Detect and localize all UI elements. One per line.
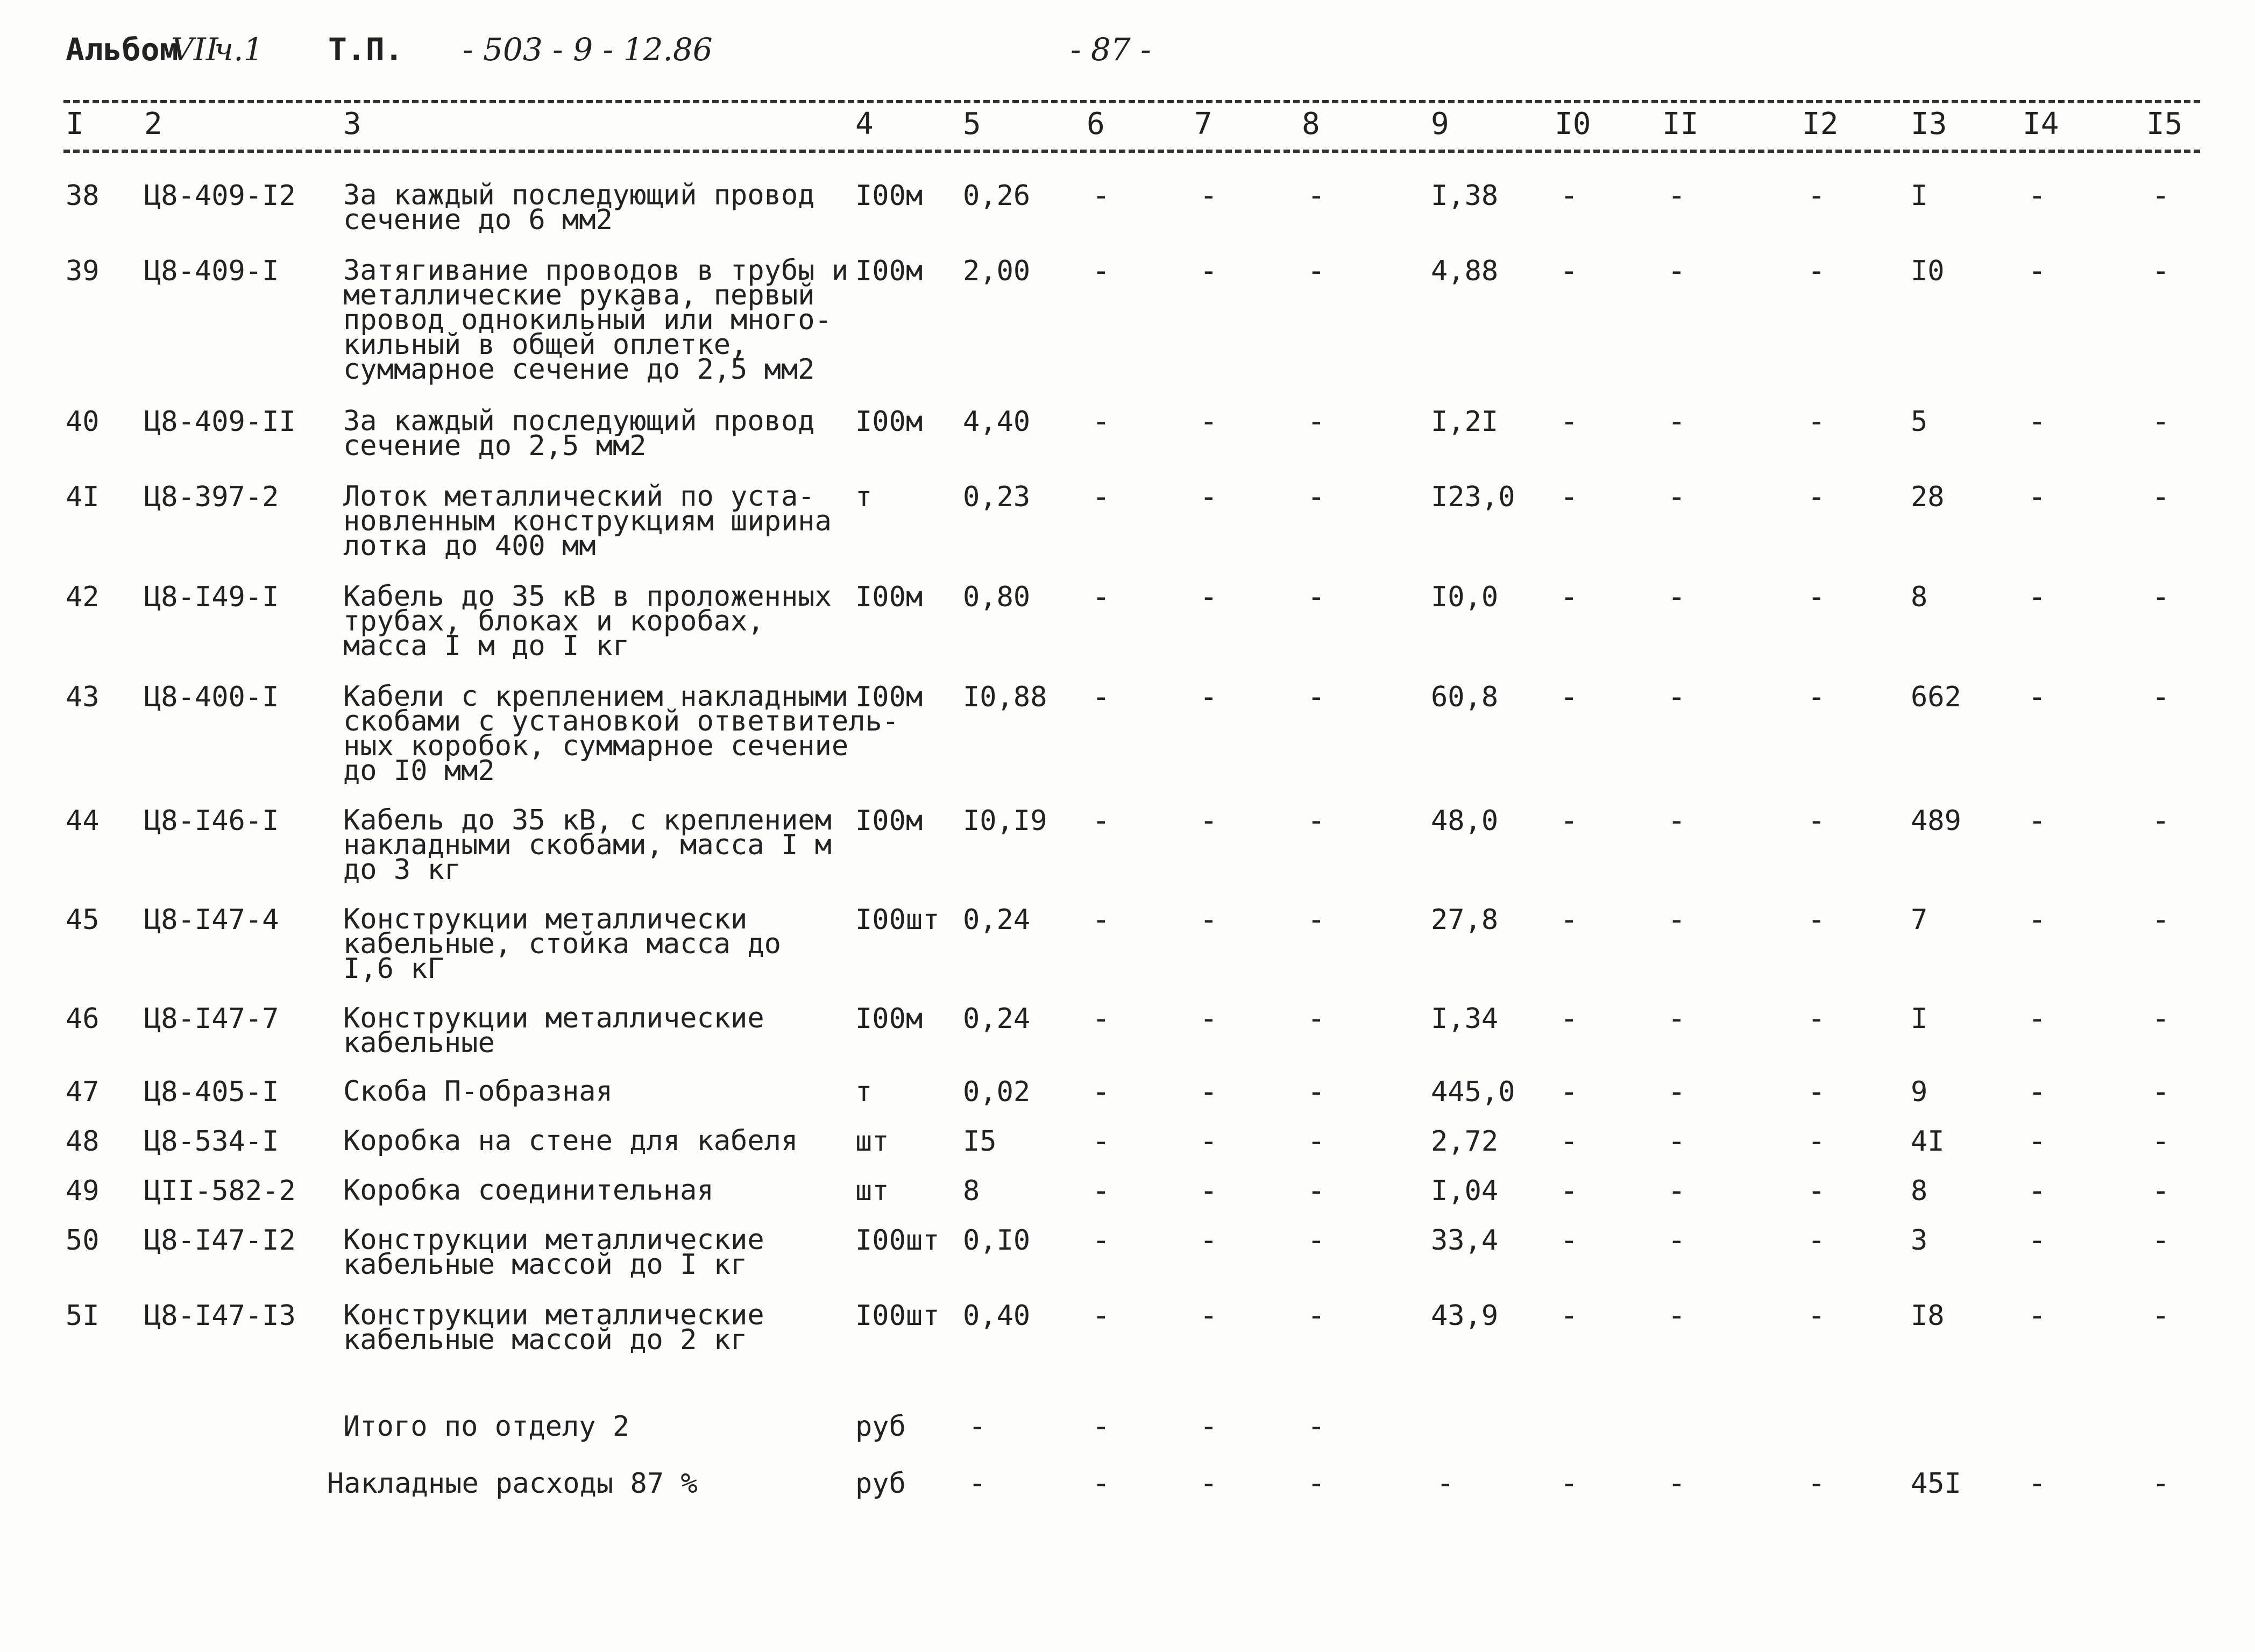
rate-code: Ц8-397-2 <box>144 481 279 513</box>
empty-cell-dash: - <box>1560 902 1578 937</box>
empty-cell-dash: - <box>2152 1223 2170 1258</box>
empty-cell-dash: - <box>1668 1074 1686 1109</box>
project-code: - 503 - 9 - 12.86 <box>463 31 713 68</box>
unit: I00м <box>855 1003 923 1035</box>
column-number: 2 <box>144 107 162 141</box>
quantity: 0,24 <box>963 1003 1031 1035</box>
empty-cell-dash: - <box>1200 479 1218 514</box>
quantity: 8 <box>963 1175 980 1207</box>
empty-cell-dash: - <box>1200 1074 1218 1109</box>
empty-cell-dash: - <box>1092 1298 1110 1333</box>
empty-cell-dash: - <box>1668 1466 1686 1501</box>
row-number: 45 <box>66 904 100 936</box>
empty-cell-dash: - <box>1807 1466 1826 1501</box>
empty-cell-dash: - <box>968 1466 987 1501</box>
empty-cell-dash: - <box>1560 479 1578 514</box>
section-total-label: Итого по отделу 2 <box>343 1410 630 1443</box>
empty-cell-dash: - <box>1307 178 1325 213</box>
empty-cell-dash: - <box>1307 253 1325 288</box>
quantity: I0,88 <box>963 681 1047 713</box>
column-number: I5 <box>2146 107 2183 141</box>
column-13-value: I <box>1911 1003 1928 1035</box>
empty-cell-dash: - <box>1307 803 1325 838</box>
column-13-value: 662 <box>1911 681 1961 713</box>
empty-cell-dash: - <box>2028 803 2046 838</box>
row-number: 4I <box>66 481 100 513</box>
empty-cell-dash: - <box>1560 1298 1578 1333</box>
empty-cell-dash: - <box>1807 479 1826 514</box>
quantity: I5 <box>963 1125 997 1158</box>
rate-code: Ц8-400-I <box>144 681 279 713</box>
empty-cell-dash: - <box>1668 253 1686 288</box>
empty-cell-dash: - <box>2152 1466 2170 1501</box>
empty-cell-dash: - <box>1307 579 1325 614</box>
column-9-value: 48,0 <box>1431 805 1499 837</box>
rate-code: Ц8-409-I2 <box>144 180 296 212</box>
unit: I00м <box>855 180 923 212</box>
empty-cell-dash: - <box>2152 902 2170 937</box>
empty-cell-dash: - <box>1307 1173 1325 1208</box>
empty-cell-dash: - <box>1668 404 1686 439</box>
column-number: I0 <box>1555 107 1591 141</box>
rate-code: Ц8-I47-I3 <box>144 1300 296 1332</box>
column-9-value: I23,0 <box>1431 481 1515 513</box>
unit: I00м <box>855 255 923 287</box>
row-number: 38 <box>66 180 100 212</box>
empty-cell-dash: - <box>1807 1298 1826 1333</box>
empty-cell-dash: - <box>2152 1074 2170 1109</box>
unit: I00шт <box>855 1224 940 1257</box>
empty-cell-dash: - <box>1668 803 1686 838</box>
unit: I00м <box>855 805 923 837</box>
column-number: 7 <box>1194 107 1212 141</box>
empty-cell-dash: - <box>1092 404 1110 439</box>
empty-cell-dash: - <box>1807 1124 1826 1159</box>
empty-cell-dash: - <box>1807 1074 1826 1109</box>
column-9-value: 2,72 <box>1431 1125 1499 1158</box>
empty-cell-dash: - <box>1560 178 1578 213</box>
empty-cell-dash: - <box>1668 579 1686 614</box>
empty-cell-dash: - <box>1200 1409 1218 1444</box>
empty-cell-dash: - <box>1200 178 1218 213</box>
column-number: 6 <box>1087 107 1105 141</box>
empty-cell-dash: - <box>1668 1001 1686 1036</box>
unit: I00шт <box>855 904 940 936</box>
quantity: 0,26 <box>963 180 1031 212</box>
empty-cell-dash: - <box>1807 1173 1826 1208</box>
column-number: 9 <box>1431 107 1449 141</box>
empty-cell-dash: - <box>1668 902 1686 937</box>
empty-cell-dash: - <box>1807 178 1826 213</box>
empty-cell-dash: - <box>1307 1466 1325 1501</box>
work-description: За каждый последующий провод сечение до 2,5 мм2 <box>343 405 815 462</box>
empty-cell-dash: - <box>2152 679 2170 714</box>
row-number: 40 <box>66 406 100 438</box>
quantity: 0,I0 <box>963 1224 1031 1257</box>
empty-cell-dash: - <box>1807 253 1826 288</box>
empty-cell-dash: - <box>2152 803 2170 838</box>
empty-cell-dash: - <box>2028 253 2046 288</box>
empty-cell-dash: - <box>1092 1409 1110 1444</box>
empty-cell-dash: - <box>1092 803 1110 838</box>
empty-cell-dash: - <box>1092 178 1110 213</box>
empty-cell-dash: - <box>1307 1223 1325 1258</box>
column-9-value: 60,8 <box>1431 681 1499 713</box>
quantity: 0,02 <box>963 1076 1031 1108</box>
row-number: 44 <box>66 805 100 837</box>
empty-cell-dash: - <box>1807 902 1826 937</box>
work-description: Конструкции металлические кабельные массой до I кг <box>343 1224 764 1281</box>
work-description: Лоток металлический по уста- новленным конструкциям ширина лотка до 400 мм <box>343 480 832 562</box>
work-description: Затягивание проводов в трубы и металлические рукава, первый провод однокильный или много- кильный в общей оплетке, суммарное сечение до 2,5 мм2 <box>343 254 849 386</box>
empty-cell-dash: - <box>1092 902 1110 937</box>
empty-cell-dash: - <box>1307 1074 1325 1109</box>
work-description: Кабели с креплением накладными скобами с установкой ответвитель- ных коробок, суммарное сечение до I0 мм2 <box>343 680 899 787</box>
empty-cell-dash: - <box>1560 1074 1578 1109</box>
column-13-value: 3 <box>1911 1224 1928 1257</box>
unit: т <box>855 481 873 513</box>
empty-cell-dash: - <box>2152 404 2170 439</box>
work-description: Скоба П-образная <box>343 1075 613 1108</box>
unit: I00шт <box>855 1300 940 1332</box>
empty-cell-dash: - <box>2028 1124 2046 1159</box>
rate-code: Ц8-534-I <box>144 1125 279 1158</box>
quantity: I0,I9 <box>963 805 1047 837</box>
unit: шт <box>855 1175 889 1207</box>
column-number: II <box>1662 107 1699 141</box>
empty-cell-dash: - <box>1668 1124 1686 1159</box>
empty-cell-dash: - <box>2028 178 2046 213</box>
rate-code: Ц8-I47-7 <box>144 1003 279 1035</box>
album-label: Альбом <box>66 31 179 68</box>
empty-cell-dash: - <box>1436 1466 1455 1501</box>
empty-cell-dash: - <box>1807 404 1826 439</box>
row-number: 49 <box>66 1175 100 1207</box>
empty-cell-dash: - <box>1092 579 1110 614</box>
empty-cell-dash: - <box>1807 1223 1826 1258</box>
empty-cell-dash: - <box>1560 579 1578 614</box>
row-number: 5I <box>66 1300 100 1332</box>
column-9-value: 43,9 <box>1431 1300 1499 1332</box>
empty-cell-dash: - <box>2028 902 2046 937</box>
empty-cell-dash: - <box>1200 1001 1218 1036</box>
album-part: ч.1 <box>214 31 264 68</box>
empty-cell-dash: - <box>1200 404 1218 439</box>
row-number: 46 <box>66 1003 100 1035</box>
empty-cell-dash: - <box>2152 1001 2170 1036</box>
empty-cell-dash: - <box>1668 679 1686 714</box>
empty-cell-dash: - <box>1560 679 1578 714</box>
column-13-value: I <box>1911 180 1928 212</box>
rate-code: Ц8-405-I <box>144 1076 279 1108</box>
column-9-value: 4,88 <box>1431 255 1499 287</box>
column-number: I3 <box>1911 107 1947 141</box>
empty-cell-dash: - <box>1560 1001 1578 1036</box>
empty-cell-dash: - <box>1200 253 1218 288</box>
empty-cell-dash: - <box>1200 1223 1218 1258</box>
unit: I00м <box>855 406 923 438</box>
unit: I00м <box>855 581 923 613</box>
work-description: Конструкции металлические кабельные массой до 2 кг <box>343 1299 764 1356</box>
empty-cell-dash: - <box>2152 1173 2170 1208</box>
empty-cell-dash: - <box>2028 479 2046 514</box>
empty-cell-dash: - <box>1307 404 1325 439</box>
overhead-label: Накладные расходы 87 % <box>327 1467 698 1500</box>
unit: I00м <box>855 681 923 713</box>
empty-cell-dash: - <box>2028 1074 2046 1109</box>
empty-cell-dash: - <box>1200 1173 1218 1208</box>
empty-cell-dash: - <box>1092 679 1110 714</box>
row-number: 48 <box>66 1125 100 1158</box>
empty-cell-dash: - <box>1092 1223 1110 1258</box>
empty-cell-dash: - <box>2152 178 2170 213</box>
row-number: 50 <box>66 1224 100 1257</box>
unit: т <box>855 1076 873 1108</box>
empty-cell-dash: - <box>1807 679 1826 714</box>
rate-code: Ц8-409-I <box>144 255 279 287</box>
empty-cell-dash: - <box>1200 679 1218 714</box>
empty-cell-dash: - <box>1200 902 1218 937</box>
empty-cell-dash: - <box>1307 479 1325 514</box>
quantity: 0,80 <box>963 581 1031 613</box>
column-13-value: 489 <box>1911 805 1961 837</box>
empty-cell-dash: - <box>1807 803 1826 838</box>
column-13-value: 9 <box>1911 1076 1928 1108</box>
empty-cell-dash: - <box>1307 1124 1325 1159</box>
unit: шт <box>855 1125 889 1158</box>
top-rule <box>63 100 2200 103</box>
work-description: Коробка на стене для кабеля <box>343 1125 798 1157</box>
empty-cell-dash: - <box>1200 1466 1218 1501</box>
column-13-value: 7 <box>1911 904 1928 936</box>
empty-cell-dash: - <box>1092 1001 1110 1036</box>
quantity: 0,40 <box>963 1300 1031 1332</box>
column-number: 4 <box>855 107 874 141</box>
rate-code: Ц8-409-II <box>144 406 296 438</box>
empty-cell-dash: - <box>2028 679 2046 714</box>
column-13-value: 5 <box>1911 406 1928 438</box>
empty-cell-dash: - <box>2152 1124 2170 1159</box>
empty-cell-dash: - <box>1200 1124 1218 1159</box>
empty-cell-dash: - <box>1560 1124 1578 1159</box>
column-9-value: 445,0 <box>1431 1076 1515 1108</box>
empty-cell-dash: - <box>1668 1298 1686 1333</box>
column-9-value: I,38 <box>1431 180 1499 212</box>
row-number: 39 <box>66 255 100 287</box>
work-description: Конструкции металлические кабельные <box>343 1002 764 1059</box>
row-number: 47 <box>66 1076 100 1108</box>
album-number: VII <box>171 31 218 68</box>
empty-cell-dash: - <box>1560 803 1578 838</box>
column-number: I2 <box>1802 107 1839 141</box>
overhead-column-13: 45I <box>1911 1467 1961 1500</box>
empty-cell-dash: - <box>1668 1223 1686 1258</box>
empty-cell-dash: - <box>2028 1001 2046 1036</box>
empty-cell-dash: - <box>1807 1001 1826 1036</box>
empty-cell-dash: - <box>2152 479 2170 514</box>
tp-label: Т.П. <box>328 31 403 68</box>
column-number: I <box>66 107 84 141</box>
empty-cell-dash: - <box>2028 1173 2046 1208</box>
column-9-value: I0,0 <box>1431 581 1499 613</box>
overhead-unit: руб <box>855 1467 906 1500</box>
empty-cell-dash: - <box>2152 579 2170 614</box>
empty-cell-dash: - <box>968 1409 987 1444</box>
column-number: 8 <box>1302 107 1320 141</box>
empty-cell-dash: - <box>1560 1173 1578 1208</box>
quantity: 4,40 <box>963 406 1031 438</box>
empty-cell-dash: - <box>1560 1466 1578 1501</box>
empty-cell-dash: - <box>1807 579 1826 614</box>
empty-cell-dash: - <box>1307 902 1325 937</box>
empty-cell-dash: - <box>1307 1409 1325 1444</box>
empty-cell-dash: - <box>1560 404 1578 439</box>
column-number: 5 <box>963 107 981 141</box>
column-9-value: 33,4 <box>1431 1224 1499 1257</box>
empty-cell-dash: - <box>2028 579 2046 614</box>
empty-cell-dash: - <box>2028 1466 2046 1501</box>
work-description: Конструкции металлически кабельные, стойка масса до I,6 кГ <box>343 903 781 985</box>
work-description: За каждый последующий провод сечение до 6 мм2 <box>343 179 815 236</box>
empty-cell-dash: - <box>2028 1298 2046 1333</box>
empty-cell-dash: - <box>1092 1173 1110 1208</box>
empty-cell-dash: - <box>1092 253 1110 288</box>
column-13-value: I8 <box>1911 1300 1945 1332</box>
empty-cell-dash: - <box>2028 1223 2046 1258</box>
column-9-value: I,2I <box>1431 406 1499 438</box>
rate-code: Ц8-I47-4 <box>144 904 279 936</box>
empty-cell-dash: - <box>1668 178 1686 213</box>
rate-code: Ц8-I46-I <box>144 805 279 837</box>
rate-code: Ц8-I47-I2 <box>144 1224 296 1257</box>
empty-cell-dash: - <box>1200 579 1218 614</box>
empty-cell-dash: - <box>2152 1298 2170 1333</box>
quantity: 2,00 <box>963 255 1031 287</box>
work-description: Коробка соединительная <box>343 1174 714 1207</box>
empty-cell-dash: - <box>1560 1223 1578 1258</box>
rate-code: Ц8-I49-I <box>144 581 279 613</box>
column-9-value: 27,8 <box>1431 904 1499 936</box>
header-bottom-rule <box>63 150 2200 153</box>
empty-cell-dash: - <box>2152 253 2170 288</box>
empty-cell-dash: - <box>1668 1173 1686 1208</box>
column-9-value: I,34 <box>1431 1003 1499 1035</box>
column-13-value: 4I <box>1911 1125 1945 1158</box>
column-13-value: 28 <box>1911 481 1945 513</box>
empty-cell-dash: - <box>1092 1074 1110 1109</box>
empty-cell-dash: - <box>1560 253 1578 288</box>
column-9-value: I,04 <box>1431 1175 1499 1207</box>
empty-cell-dash: - <box>2028 404 2046 439</box>
empty-cell-dash: - <box>1307 679 1325 714</box>
empty-cell-dash: - <box>1200 803 1218 838</box>
empty-cell-dash: - <box>1092 1124 1110 1159</box>
section-total-unit: руб <box>855 1410 906 1443</box>
rate-code: ЦII-582-2 <box>144 1175 296 1207</box>
column-13-value: 8 <box>1911 581 1928 613</box>
column-13-value: I0 <box>1911 255 1945 287</box>
row-number: 43 <box>66 681 100 713</box>
empty-cell-dash: - <box>1307 1001 1325 1036</box>
quantity: 0,24 <box>963 904 1031 936</box>
empty-cell-dash: - <box>1200 1298 1218 1333</box>
empty-cell-dash: - <box>1668 479 1686 514</box>
page-number: - 87 - <box>1070 31 1151 68</box>
empty-cell-dash: - <box>1092 479 1110 514</box>
column-number: I4 <box>2023 107 2059 141</box>
row-number: 42 <box>66 581 100 613</box>
empty-cell-dash: - <box>1092 1466 1110 1501</box>
empty-cell-dash: - <box>1307 1298 1325 1333</box>
work-description: Кабель до 35 кВ в проложенных трубах, блоках и коробах, масса I м до I кг <box>343 580 832 662</box>
work-description: Кабель до 35 кВ, с креплением накладными скобами, масса I м до 3 кг <box>343 804 832 886</box>
column-number: 3 <box>343 107 361 141</box>
column-13-value: 8 <box>1911 1175 1928 1207</box>
quantity: 0,23 <box>963 481 1031 513</box>
